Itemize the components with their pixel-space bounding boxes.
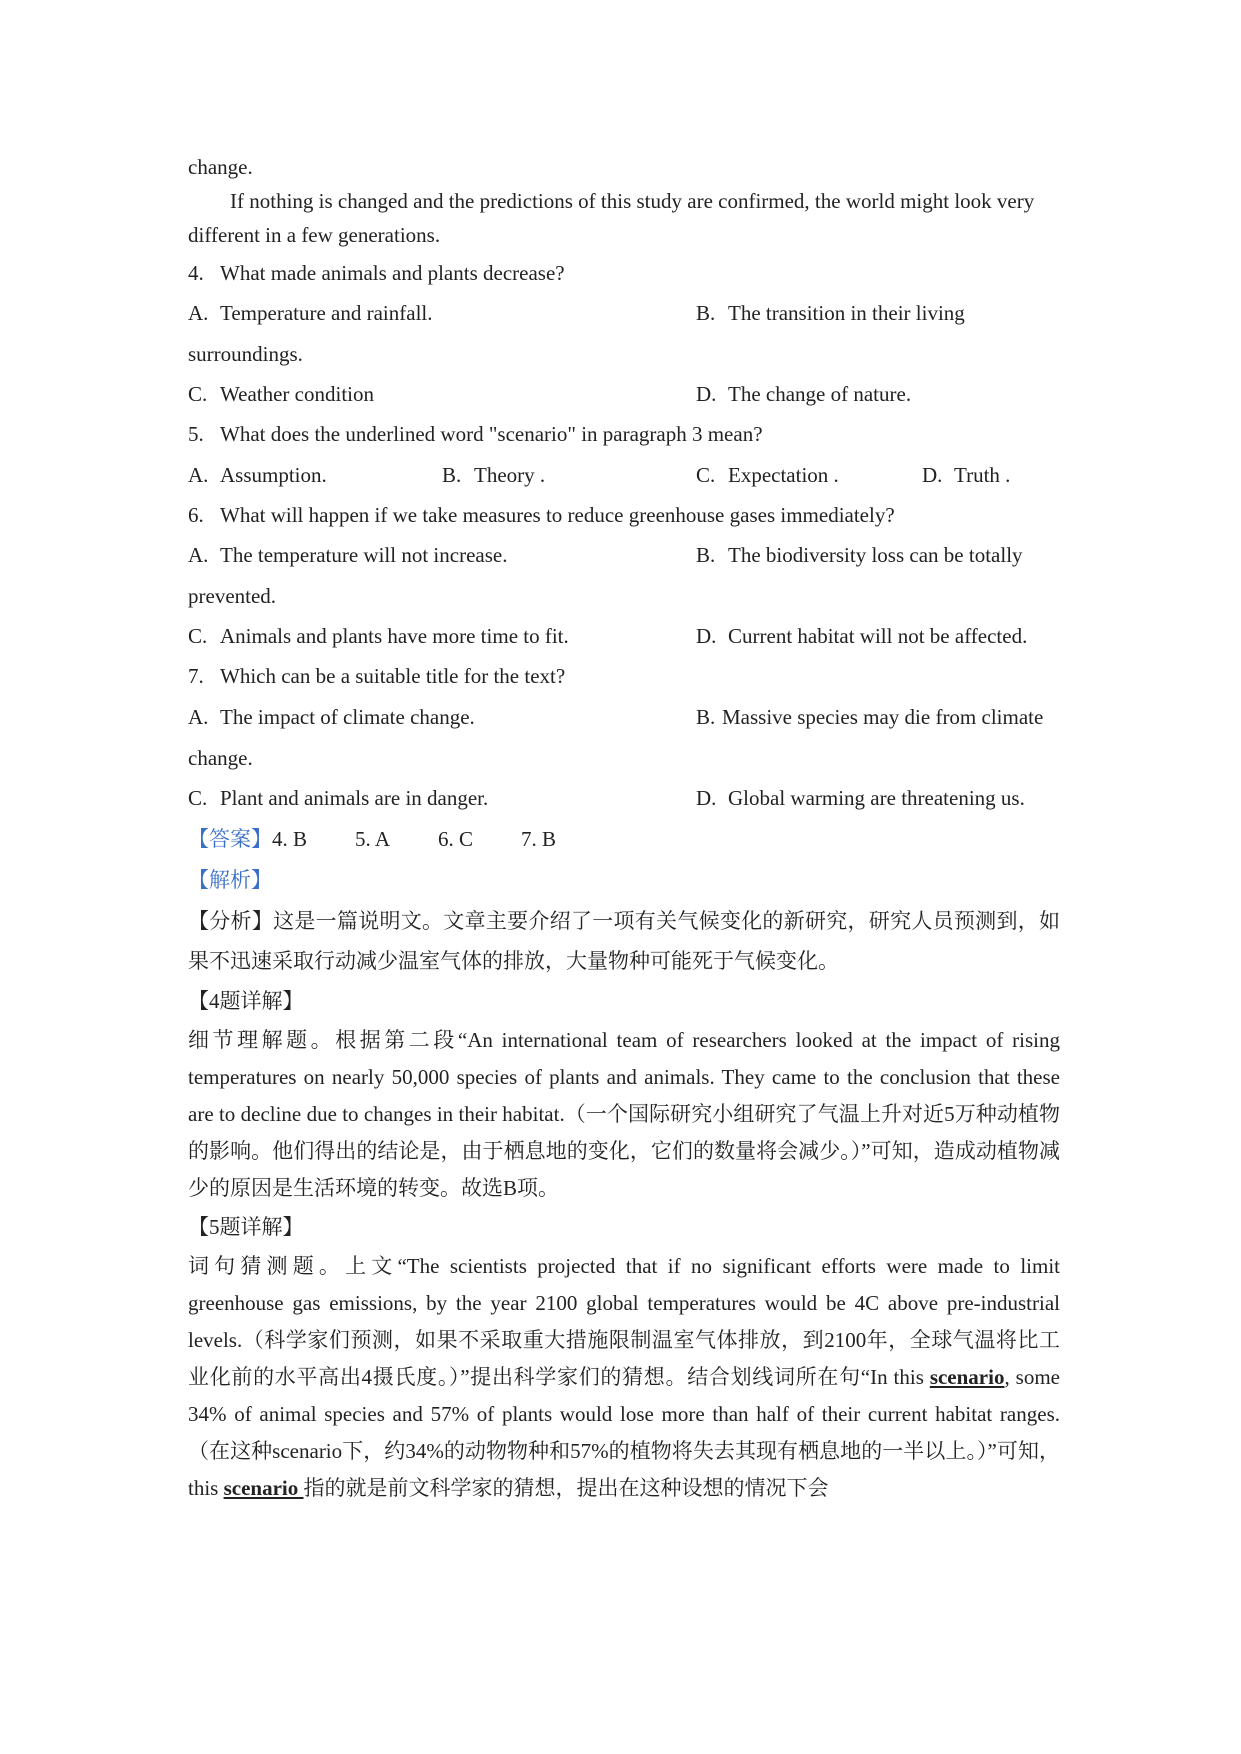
option-b-continuation: change. <box>188 745 253 770</box>
question-4-detail-text: 细节理解题。根据第二段“An international team of researchers looked at the impact of rising temperatures on nearly 50,000 species of plants and animals. They came to the conclusion that these are to decline due to changes in their habitat.（一个国际研究小组研究了气温上升对近5万种动植物的影响。他们得出的结论是，由于栖息地的变化，它们的数量将会减少。）”可知，造成动植物减少的原因是生活环境的转变。故选B项。 <box>188 1027 1060 1200</box>
option-c: C. Plant and animals are in danger. <box>188 785 489 810</box>
question-4-options-row-2 <box>188 374 1060 415</box>
option-b: B. Theory . <box>442 462 546 487</box>
option-c: C. Weather condition <box>188 382 375 406</box>
option-d: D. The change of nature. <box>696 382 912 406</box>
answer-item: 5. A <box>355 826 391 851</box>
option-b: B. The transition in their living <box>696 301 965 325</box>
option-b-continuation: surroundings. <box>188 342 303 366</box>
question-number: 5. <box>188 422 204 446</box>
question-5-detail-text: 词句猜测题。上文“The scientists projected that if no significant efforts were made to limit greenhouse gas emissions, by the year 2100 global temperatures would be 4C above pre-industrial levels.（科学家们预测，如果不采取重大措施限制温室气体排放，到2100年，全球气温将比工业化前的水平高出4摄氏度。）”提出科学家们的猜想。结合划线词所在句“In this scenario, some 34% of animal species and 57% of plants would lose more than half of their current habitat ranges.（在这种scenario下，约34%的动物物种和57%的植物将失去其现有栖息地的一半以上。）”可知，this scenario 指的就是前文科学家的猜想，提出在这种设想的情况下会 <box>188 1253 1060 1500</box>
question-5-options-row <box>188 455 1060 496</box>
option-d: D. Current habitat will not be affected. <box>696 624 1028 648</box>
question-4-detail-heading: 【4题详解】 <box>188 988 304 1013</box>
answer-item: 7. B <box>521 826 557 851</box>
question-5-detail-heading: 【5题详解】 <box>188 1214 304 1239</box>
passage-paragraph: If nothing is changed and the predictions of this study are confirmed, the world might look very different in a few generations. <box>188 188 1035 247</box>
analysis-label: 【解析】 <box>188 867 272 892</box>
question-text: What made animals and plants decrease? <box>220 260 565 285</box>
question-text: Which can be a suitable title for the text? <box>220 664 566 688</box>
question-number: 4. <box>188 260 204 285</box>
question-4-options-row-1 <box>188 293 1060 334</box>
option-c: C. Expectation . <box>696 462 839 487</box>
answer-label: 【答案】 <box>188 826 272 851</box>
passage-continuation: change. <box>188 155 253 179</box>
question-text: What will happen if we take measures to reduce greenhouse gases immediately? <box>220 502 895 527</box>
question-6-options-row-2 <box>188 616 1060 657</box>
underlined-word: scenario <box>929 1364 1005 1389</box>
underlined-word: scenario <box>223 1475 304 1500</box>
question-5 <box>188 415 1060 455</box>
question-text: What does the underlined word "scenario" in paragraph 3 mean? <box>220 422 763 446</box>
question-6 <box>188 496 1060 536</box>
answer-item: 6. C <box>438 826 474 851</box>
option-b: B. Massive species may die from climate <box>696 704 1044 729</box>
option-c: C. Animals and plants have more time to fit. <box>188 624 569 648</box>
option-d: D. Truth . <box>922 462 1011 487</box>
option-a: A. Assumption. <box>188 462 327 487</box>
question-7 <box>188 657 1060 697</box>
option-b-continuation: prevented. <box>188 584 277 608</box>
question-4 <box>188 254 1060 294</box>
question-7-options-row-1 <box>188 697 1060 738</box>
question-number: 7. <box>188 664 204 688</box>
question-6-options-row-1 <box>188 535 1060 576</box>
analysis-summary: 【分析】这是一篇说明文。文章主要介绍了一项有关气候变化的新研究，研究人员预测到，如果不迅速采取行动减少温室气体的排放，大量物种可能死于气候变化。 <box>188 908 1060 973</box>
answer-item: 4. B <box>272 826 308 851</box>
option-b: B. The biodiversity loss can be totally <box>696 543 1023 567</box>
option-a: A. The temperature will not increase. <box>188 543 508 567</box>
option-a: A. Temperature and rainfall. <box>188 301 433 325</box>
option-a: A. The impact of climate change. <box>188 704 475 729</box>
answer-row <box>188 819 1060 860</box>
document-page <box>188 148 1060 1507</box>
option-d: D. Global warming are threatening us. <box>696 785 1025 810</box>
question-number: 6. <box>188 502 204 527</box>
question-7-options-row-2 <box>188 778 1060 819</box>
